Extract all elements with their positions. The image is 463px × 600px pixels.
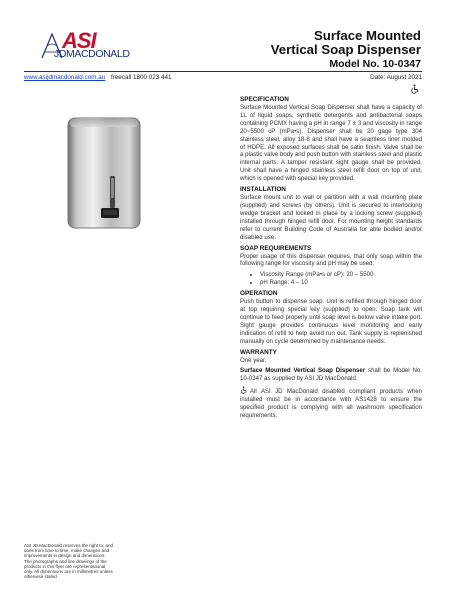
supply-product-name: Surface Mounted Vertical Soap Dispenser [240,367,366,375]
contact-line [24,74,422,81]
product-title-line1: Surface Mounted [314,28,421,43]
specification-text: Surface Mounted Vertical Soap Dispenser shall have a capacity of 1L of liquid soaps, synthetic detergents and antibacterial soaps containing PCMX having a pH in range 7 ± 3 and viscosity in range 20~5500 cP (mPa•s). Dispenser shall be 20 gage type 304 stainless steel, alloy 18-8 and shall have a seamless liner molded of HDPE. All exposed surfaces shall be satin finish. Valve shall be a plastic valve body and push button with stainless steel and plastic internal parts. A tamper resistant sight gauge shall be provided. Unit shall have a hinged stainless steel refill door on top of unit, which is opened with special key provided. [240,104,422,183]
logo-jd: JD [54,48,67,60]
warranty-text: One year. [240,356,267,364]
installation-text: Surface mount unit to wall or partition with a wall mounting plate (supplied) and screws (by others). Unit is secured to interlocking wedge bracket and locked in place by a locking screw (supplied) installed through hinged refill door. For mounting height standards refer to current Building Code of Australia for able bodied and/or disabled use. [240,194,422,241]
logo-jdmacdonald-text [54,48,130,60]
title-block [271,29,421,70]
supply-statement-rest: shall be Model No. 10-0347 as supplied by ASI JD MacDonald. [240,367,422,383]
soap-requirements-list [240,271,422,287]
operation-text: Push button to dispense soap. Unit is refilled through hinged door at top requiring special key (supplied) to open. Soap tank will continue to feed properly until soap level is below valve intake port. Sight gauge provides continuous level monitoring and early indication of refill to help avoid run out. Tank supply is replenished manually on cycle determined by maintenance needs. [240,298,422,345]
product-photo [66,116,142,230]
product-title-line2: Vertical Soap Dispenser [270,42,421,57]
warranty-heading: WARRANTY [240,348,277,356]
soap-requirements-heading: SOAP REQUIREMENTS [240,244,312,252]
compliance-statement [240,386,422,420]
specification-heading: SPECIFICATION [240,96,289,103]
footer-disclaimer: ASI JD MacDonald reserves the right to, and does from time to time, make changes and improvements in design and dimensions. The photographs and line drawings of the products in this flyer are representational only. All dimensions are in millimetres unless otherwise stated. [24,543,114,580]
installation-heading: INSTALLATION [240,186,286,194]
specification-content [240,96,422,423]
model-number: Model No. 10-0347 [329,58,421,70]
list-item: • pH Range: 4 – 10 [260,279,422,287]
header-divider [24,71,422,72]
phone-number: freecall 1800 023 441 [110,74,172,81]
website-link[interactable]: www.asijdmacdonald.com.au [24,74,106,81]
compliance-text: All ASI JD MacDonald disabled compliant products when installed must be in accordance with AS1428 to ensure the specified product is complying with all washroom specification requirements. [240,388,422,419]
operation-heading: OPERATION [240,290,278,298]
document-date: Date: August 2021 [370,74,422,81]
list-item: • Viscosity Range (mPa•s or cP): 20 – 5500 [260,271,422,279]
wheelchair-icon [410,84,420,94]
wheelchair-icon [240,386,248,394]
logo-macdonald: MACDONALD [66,48,130,60]
supply-statement [240,367,422,383]
soap-requirements-text: Proper usage of this dispenser requires, that only soap within the following range for viscosity and pH may be used: [240,252,422,268]
brand-logo [40,28,150,62]
logo-asi-text: ASI [62,28,96,53]
